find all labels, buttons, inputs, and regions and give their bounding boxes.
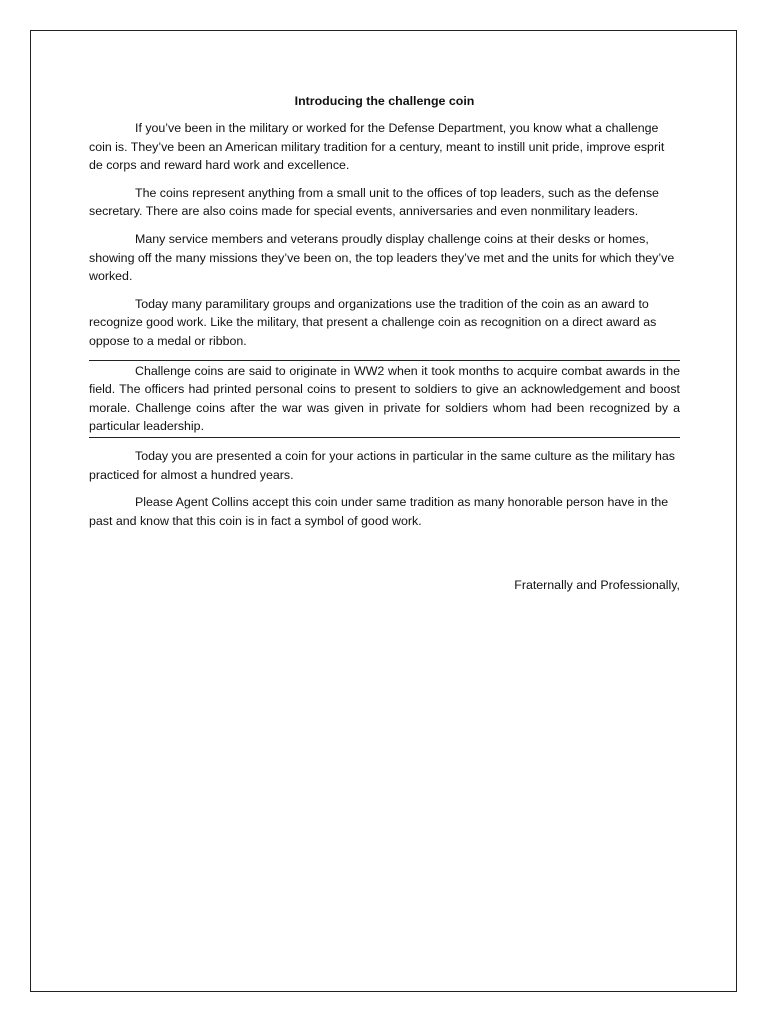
closing-signoff: Fraternally and Professionally, — [514, 578, 680, 593]
document-body — [89, 92, 680, 595]
boxed-paragraph-section — [89, 360, 680, 438]
paragraph-5: Challenge coins are said to originate in WW2 when it took months to acquire combat awards in the field. The officers had printed personal coins to present to soldiers to give an acknowledgement and boost morale. Challenge coins after the war was given in private for soldiers whom had been recognized by a particular leadership. — [89, 363, 680, 434]
document-title: Introducing the challenge coin — [294, 94, 475, 108]
paragraph-4: Today many paramilitary groups and organizations use the tradition of the coin as an award to recognize good work. Like the military, that present a challenge coin as recognition on a direct award as oppose to a medal or ribbon. — [89, 296, 657, 348]
paragraph-7: Please Agent Collins accept this coin under same tradition as many honorable person have in the past and know that this coin is in fact a symbol of good work. — [89, 495, 669, 528]
paragraph-3: Many service members and veterans proudly display challenge coins at their desks or homes, showing off the many missions they’ve been on, the top leaders they’ve met and the units for which they’ve worked. — [89, 231, 675, 284]
paragraph-6: Today you are presented a coin for your actions in particular in the same culture as the military has practiced for almost a hundred years. — [89, 448, 675, 482]
paragraph-1: If you’ve been in the military or worked for the Defense Department, you know what a challenge coin is. They’ve been an American military tradition for a century, meant to instill unit pride, improve esprit de corps and reward hard work and excellence. — [89, 121, 665, 173]
paragraph-2: The coins represent anything from a small unit to the offices of top leaders, such as the defense secretary. There are also coins made for special events, anniversaries and even nonmilitary leaders. — [89, 185, 659, 219]
